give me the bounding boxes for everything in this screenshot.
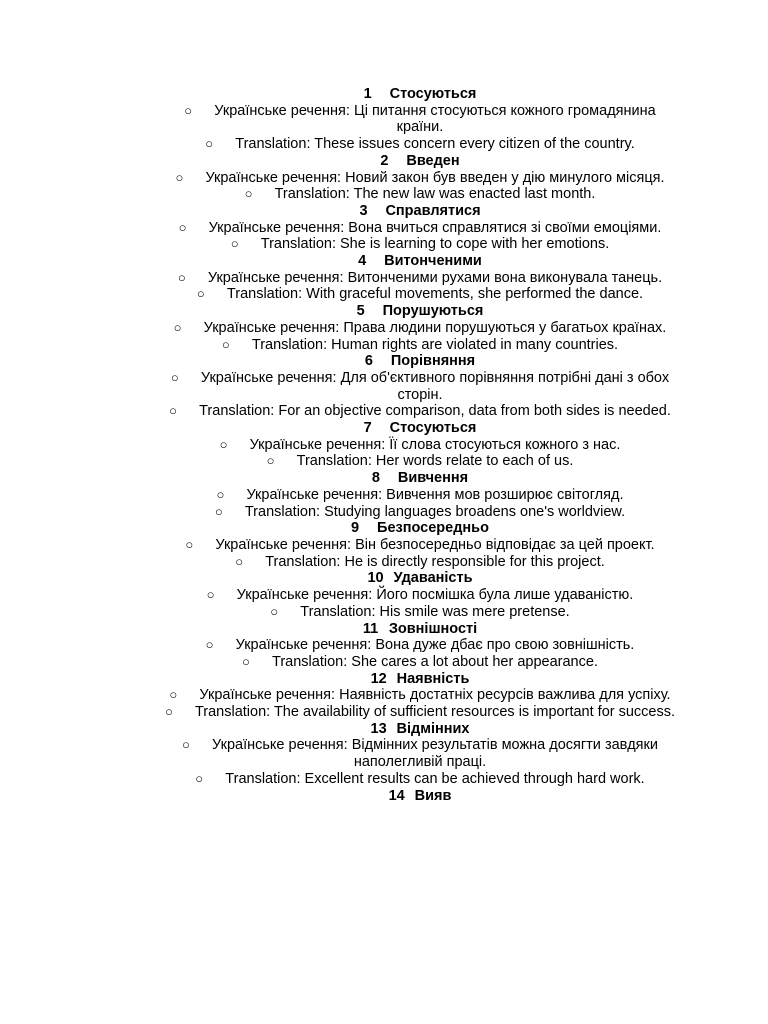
ukrainian-sentence-item [160,537,680,554]
entry-heading [160,671,680,688]
vocabulary-entry [160,203,680,253]
entry-heading [160,520,680,537]
entry-heading [160,353,680,370]
item-prefix: Translation: [235,136,311,153]
item-text: Він безпосередньо відповідає за цей проект. [355,536,655,553]
entry-number: 13 [370,720,387,737]
entry-heading [160,86,680,103]
entry-word: Зовнішності [388,620,478,637]
item-prefix: Translation: [194,704,271,721]
item-text: The availability of sufficient resources is important for success. [273,704,676,721]
translation-item [160,771,680,788]
vocabulary-entry [160,420,680,470]
item-text: Human rights are violated in many countries. [331,336,619,353]
item-text: Витонченими рухами вона виконувала танець. [347,269,663,286]
entry-word: Введен [406,152,460,169]
entry-heading [160,570,680,587]
item-text: Вона вчиться справлятися зі своїми емоціями. [348,219,662,236]
item-text: Studying languages broadens one's worldview. [324,503,626,520]
entry-number: 5 [356,303,365,320]
entry-word: Наявність [396,670,470,687]
item-prefix: Українське речення: [199,687,336,704]
ukrainian-sentence-item [160,220,680,237]
vocabulary-entry [160,253,680,303]
ukrainian-sentence-item [160,437,680,454]
translation-item [160,654,680,671]
hollow-circle-bullet-icon: ○ [170,369,179,385]
item-text: Відмінних результатів можна досягти завдяки наполегливій праці. [351,737,658,771]
translation-item [160,403,680,420]
item-prefix: Translation: [300,603,376,620]
vocabulary-entry [160,671,680,721]
hollow-circle-bullet-icon: ○ [169,687,178,703]
translation-item [160,286,680,303]
hollow-circle-bullet-icon: ○ [266,453,275,469]
item-prefix: Українське речення: [249,436,386,453]
translation-item [160,704,680,721]
hollow-circle-bullet-icon: ○ [244,186,253,202]
entry-number: 1 [363,86,372,102]
entry-word: Безпосередньо [377,520,489,537]
vocabulary-entry [160,303,680,353]
item-prefix: Українське речення: [235,637,372,654]
item-text: He is directly responsible for this project. [344,553,605,570]
item-prefix: Українське речення: [215,536,352,553]
entry-heading [160,153,680,170]
item-text: Новий закон був введен у дію минулого місяця. [345,169,665,186]
entry-number: 12 [370,670,387,687]
entry-word: Вивчення [397,470,469,487]
entry-word: Витонченими [384,253,482,270]
item-text: Права людини порушуються у багатьох країнах. [343,319,667,336]
item-prefix: Українське речення: [214,102,350,119]
hollow-circle-bullet-icon: ○ [173,319,182,335]
item-prefix: Українське речення: [236,587,373,604]
item-text: Його посмішка була лише удаваністю. [376,587,634,604]
entry-number: 7 [363,420,372,437]
item-text: Ці питання стосуються кожного громадянина країни. [353,102,656,136]
hollow-circle-bullet-icon: ○ [214,503,223,519]
item-text: Для об'єктивного порівняння потрібні дані з обох сторін. [340,369,670,403]
hollow-circle-bullet-icon: ○ [196,286,205,302]
translation-item [160,136,680,153]
ukrainian-sentence-item [160,103,680,136]
item-prefix: Українське речення: [208,219,345,236]
vocabulary-entry [160,86,680,153]
item-prefix: Translation: [251,336,328,353]
hollow-circle-bullet-icon: ○ [221,336,230,352]
vocabulary-entry [160,721,680,788]
translation-item [160,453,680,470]
hollow-circle-bullet-icon: ○ [184,102,193,118]
hollow-circle-bullet-icon: ○ [164,704,173,720]
translation-item [160,504,680,521]
item-prefix: Translation: [225,770,301,787]
hollow-circle-bullet-icon: ○ [205,637,214,653]
ukrainian-sentence-item [160,737,680,770]
entry-number: 9 [351,520,360,537]
ukrainian-sentence-item [160,170,680,187]
vocabulary-list [160,86,680,804]
item-prefix: Translation: [199,403,275,420]
entry-heading [160,721,680,738]
vocabulary-entry [160,520,680,570]
vocabulary-entry [160,353,680,420]
ukrainian-sentence-item [160,487,680,504]
entry-heading [160,621,680,638]
item-prefix: Українське речення: [246,486,383,503]
item-text: She cares a lot about her appearance. [351,653,598,670]
item-text: Вивчення мов розширює світогляд. [386,486,624,503]
entry-number: 14 [388,787,405,804]
entry-heading [160,303,680,320]
hollow-circle-bullet-icon: ○ [195,770,204,786]
item-text: With graceful movements, she performed the dance. [306,286,644,303]
vocabulary-entry [160,153,680,203]
hollow-circle-bullet-icon: ○ [230,236,239,252]
item-text: For an objective comparison, data from both sides is needed. [278,403,671,420]
hollow-circle-bullet-icon: ○ [242,653,250,669]
item-prefix: Українське речення: [207,269,344,286]
item-prefix: Translation: [274,186,350,203]
entry-heading [160,788,680,805]
hollow-circle-bullet-icon: ○ [169,403,177,419]
item-prefix: Українське речення: [203,319,340,336]
item-text: Наявність достатніх ресурсів важлива для успіху. [339,687,671,704]
hollow-circle-bullet-icon: ○ [178,219,187,235]
entry-word: Стосуються [389,420,477,437]
hollow-circle-bullet-icon: ○ [177,269,186,285]
item-text: These issues concern every citizen of the country. [314,136,635,153]
vocabulary-entry [160,788,680,805]
item-text: His smile was mere pretense. [379,603,570,620]
item-prefix: Українське речення: [200,369,337,386]
item-text: Вона дуже дбає про свою зовнішність. [375,637,635,654]
item-prefix: Translation: [272,653,348,670]
ukrainian-sentence-item [160,637,680,654]
entry-heading [160,203,680,220]
entry-number: 4 [358,253,367,270]
item-prefix: Translation: [296,453,372,470]
entry-word: Справлятися [385,202,481,219]
entry-word: Порівняння [390,353,476,370]
item-text: The new law was enacted last month. [353,186,596,203]
hollow-circle-bullet-icon: ○ [205,136,214,152]
ukrainian-sentence-item [160,370,680,403]
ukrainian-sentence-item [160,270,680,287]
item-text: Її слова стосуються кожного з нас. [389,436,621,453]
item-prefix: Українське речення: [205,169,342,186]
ukrainian-sentence-item [160,687,680,704]
entry-number: 3 [359,202,368,219]
entry-word: Порушуються [382,303,484,320]
entry-heading [160,420,680,437]
entry-word: Стосуються [389,86,477,102]
hollow-circle-bullet-icon: ○ [185,536,194,552]
translation-item [160,554,680,571]
item-prefix: Translation: [244,503,321,520]
entry-word: Відмінних [396,720,470,737]
item-prefix: Translation: [265,553,341,570]
vocabulary-entry [160,621,680,671]
hollow-circle-bullet-icon: ○ [270,603,279,619]
hollow-circle-bullet-icon: ○ [219,436,228,452]
hollow-circle-bullet-icon: ○ [216,486,225,502]
item-prefix: Translation: [226,286,303,303]
hollow-circle-bullet-icon: ○ [182,737,190,753]
entry-heading [160,253,680,270]
entry-number: 10 [367,570,384,587]
entry-number: 11 [362,620,379,637]
entry-number: 8 [371,470,380,487]
translation-item [160,186,680,203]
item-text: She is learning to cope with her emotions. [340,236,610,253]
entry-word: Удаваність [393,570,473,587]
entry-heading [160,470,680,487]
hollow-circle-bullet-icon: ○ [235,553,244,569]
vocabulary-entry [160,570,680,620]
entry-number: 2 [380,152,389,169]
ukrainian-sentence-item [160,320,680,337]
vocabulary-entry [160,470,680,520]
ukrainian-sentence-item [160,587,680,604]
entry-word: Вияв [414,787,452,804]
item-text: Her words relate to each of us. [375,453,574,470]
translation-item [160,337,680,354]
hollow-circle-bullet-icon: ○ [175,169,184,185]
hollow-circle-bullet-icon: ○ [206,587,215,603]
translation-item [160,236,680,253]
item-prefix: Translation: [260,236,336,253]
entry-number: 6 [364,353,373,370]
translation-item [160,604,680,621]
item-prefix: Українське речення: [212,737,348,754]
item-text: Excellent results can be achieved through hard work. [304,770,645,787]
